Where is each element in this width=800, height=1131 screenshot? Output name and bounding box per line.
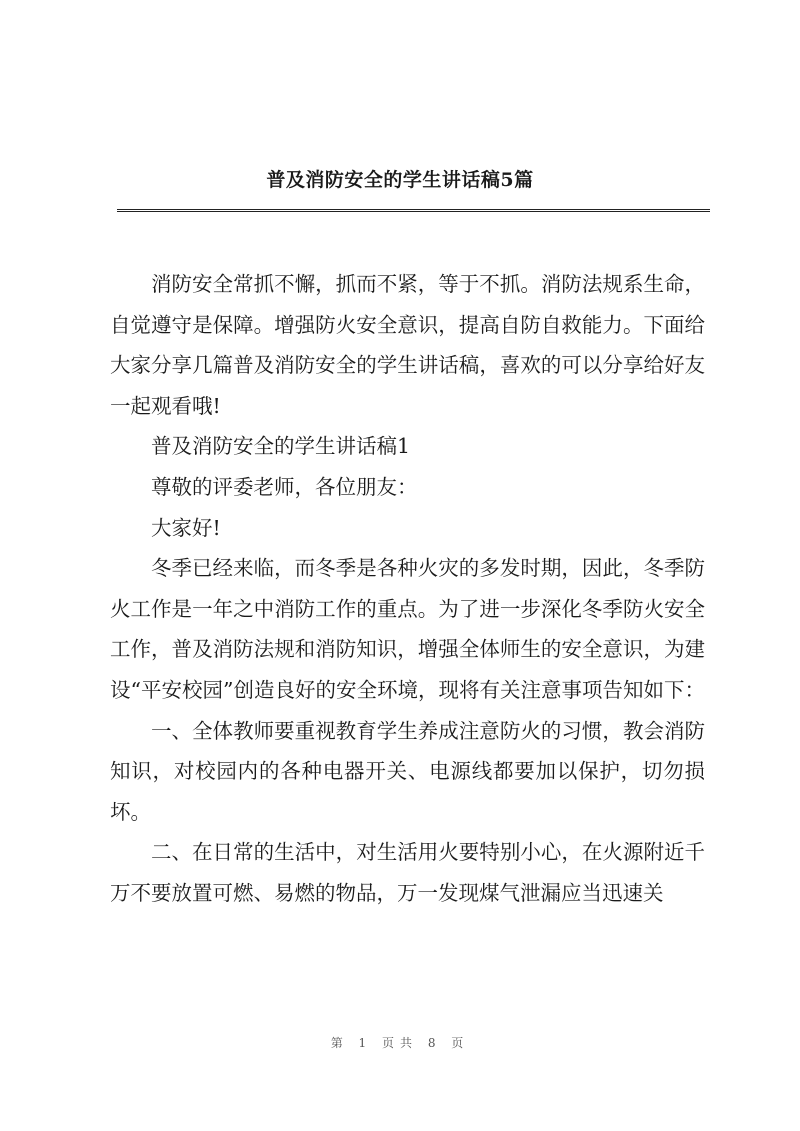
body-paragraph: 冬季已经来临，而冬季是各种火灾的多发时期，因此，冬季防火工作是一年之中消防工作的重点。为了进一步深化冬季防火安全工作，普及消防法规和消防知识，增强全体师生的安全意识，为建设“平安校园”创造良好的安全环境，现将有关注意事项告知如下： [110, 556, 705, 702]
title-divider [117, 209, 710, 212]
salutation: 尊敬的评委老师，各位朋友： [151, 474, 418, 499]
greeting: 大家好! [151, 515, 221, 540]
intro-paragraph: 消防安全常抓不懈，抓而不紧，等于不抓。消防法规系生命，自觉遵守是保障。增强防火安全意识，提高自防自救能力。下面给大家分享几篇普及消防安全的学生讲话稿，喜欢的可以分享给好友一起观看哦! [110, 272, 705, 418]
body-paragraph: 一、全体教师要重视教育学生养成注意防火的习惯，教会消防知识，对校园内的各种电器开关、电源线都要加以保护，切勿损坏。 [110, 718, 705, 824]
document-title: 普及消防安全的学生讲话稿5篇 [266, 169, 534, 191]
speech-heading: 普及消防安全的学生讲话稿1 [151, 434, 411, 459]
body-paragraph: 二、在日常的生活中，对生活用火要特别小心，在火源附近千万不要放置可燃、易燃的物品，万一发现煤气泄漏应当迅速关 [110, 840, 705, 905]
document-body [110, 264, 705, 914]
page-number: 第 1 页共 8 页 [330, 1036, 470, 1050]
